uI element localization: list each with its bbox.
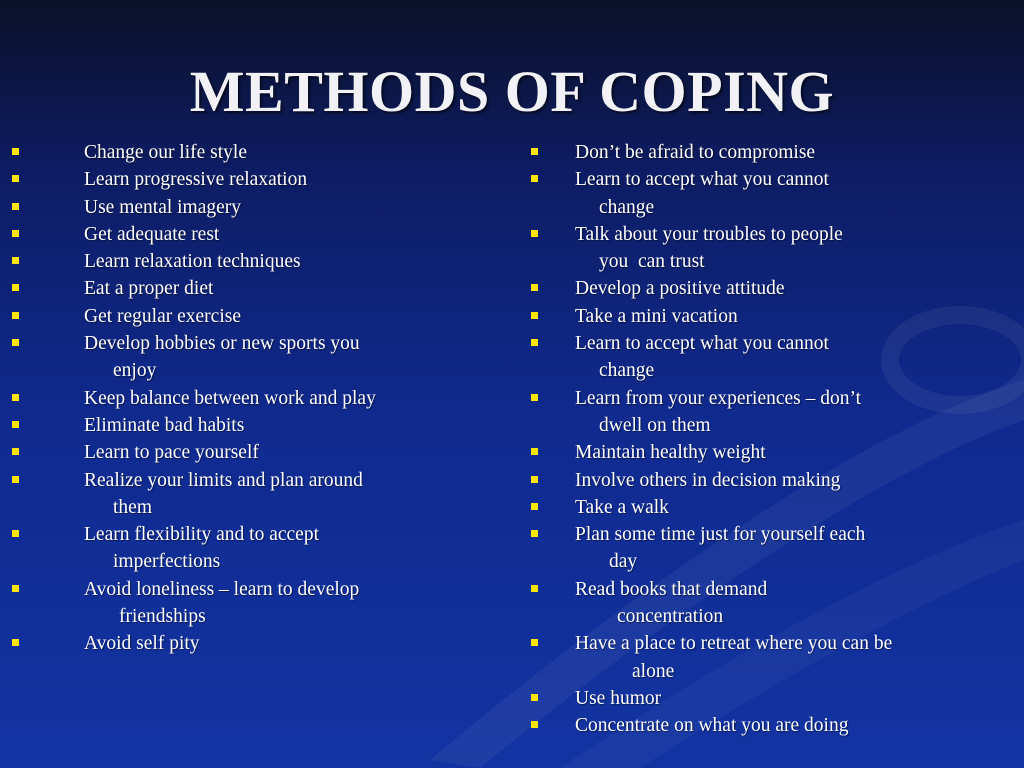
- square-bullet-icon: [531, 175, 538, 182]
- list-item-text: Take a mini vacation: [575, 305, 738, 327]
- list-item: [531, 330, 1011, 385]
- square-bullet-icon: [12, 476, 19, 483]
- list-item: [12, 194, 492, 221]
- square-bullet-icon: [12, 448, 19, 455]
- square-bullet-icon: [12, 339, 19, 346]
- list-item-text: Get adequate rest: [84, 223, 220, 245]
- square-bullet-icon: [531, 339, 538, 346]
- square-bullet-icon: [531, 721, 538, 728]
- square-bullet-icon: [12, 257, 19, 264]
- list-item-text: Keep balance between work and play: [84, 387, 376, 409]
- list-item-text: Have a place to retreat where you can be: [575, 633, 893, 655]
- list-item: [12, 330, 492, 385]
- list-item: [12, 385, 492, 412]
- list-item-text: Develop hobbies or new sports you: [84, 333, 360, 355]
- list-item: [531, 521, 1011, 576]
- list-item: [531, 630, 1011, 685]
- list-item: [531, 439, 1011, 466]
- list-item-continuation: friendships: [119, 606, 206, 628]
- list-item-continuation: imperfections: [113, 551, 221, 573]
- list-item-text: Plan some time just for yourself each: [575, 524, 866, 546]
- square-bullet-icon: [12, 312, 19, 319]
- square-bullet-icon: [12, 421, 19, 428]
- square-bullet-icon: [531, 148, 538, 155]
- square-bullet-icon: [12, 394, 19, 401]
- list-item: [12, 166, 492, 193]
- square-bullet-icon: [531, 230, 538, 237]
- square-bullet-icon: [12, 585, 19, 592]
- list-item-continuation: you can trust: [599, 251, 705, 273]
- slide-title: METHODS OF COPING: [189, 59, 835, 124]
- list-item: [12, 521, 492, 576]
- list-item-text: Don’t be afraid to compromise: [575, 142, 816, 163]
- list-item: [531, 385, 1011, 440]
- square-bullet-icon: [12, 148, 19, 155]
- list-item: [531, 685, 1011, 712]
- list-item-continuation: change: [599, 360, 655, 382]
- list-item-text: Take a walk: [575, 496, 669, 518]
- square-bullet-icon: [12, 284, 19, 291]
- list-item-text: Eat a proper diet: [84, 278, 214, 300]
- list-item-text: Use humor: [575, 687, 662, 709]
- square-bullet-icon: [531, 503, 538, 510]
- square-bullet-icon: [531, 312, 538, 319]
- list-item-text: Avoid self pity: [84, 633, 200, 655]
- list-item: [531, 303, 1011, 330]
- list-item-continuation: enjoy: [113, 360, 157, 382]
- list-item-continuation: alone: [632, 660, 675, 682]
- square-bullet-icon: [12, 639, 19, 646]
- list-item-text: Maintain healthy weight: [575, 442, 766, 464]
- square-bullet-icon: [531, 694, 538, 701]
- list-item: [531, 166, 1011, 221]
- list-item-text: Realize your limits and plan around: [84, 469, 363, 491]
- square-bullet-icon: [12, 230, 19, 237]
- list-item: [12, 467, 492, 522]
- square-bullet-icon: [12, 203, 19, 210]
- list-item: [12, 221, 492, 248]
- list-item: [531, 275, 1011, 302]
- list-item-text: Read books that demand: [575, 578, 768, 600]
- list-item-text: Concentrate on what you are doing: [575, 715, 849, 737]
- list-item: [12, 275, 492, 302]
- square-bullet-icon: [531, 476, 538, 483]
- list-item-text: Learn flexibility and to accept: [84, 524, 319, 546]
- list-item-text: Talk about your troubles to people: [575, 223, 843, 245]
- list-item-text: Learn progressive relaxation: [84, 169, 308, 191]
- list-item: [531, 712, 1011, 739]
- list-item: [12, 303, 492, 330]
- list-item: [531, 139, 1011, 166]
- list-item: [12, 412, 492, 439]
- square-bullet-icon: [531, 448, 538, 455]
- list-item: [12, 248, 492, 275]
- list-item-text: Learn to pace yourself: [84, 442, 259, 464]
- list-item-continuation: dwell on them: [599, 414, 711, 436]
- square-bullet-icon: [531, 284, 538, 291]
- list-item-continuation: concentration: [617, 606, 724, 628]
- list-item-continuation: them: [113, 496, 152, 518]
- square-bullet-icon: [531, 585, 538, 592]
- list-item-text: Learn to accept what you cannot: [575, 169, 829, 191]
- right-bullet-list: [531, 139, 1011, 740]
- square-bullet-icon: [12, 530, 19, 537]
- list-item: [12, 439, 492, 466]
- list-item-text: Avoid loneliness – learn to develop: [84, 578, 360, 600]
- square-bullet-icon: [12, 175, 19, 182]
- list-item: [12, 630, 492, 657]
- list-item: [531, 467, 1011, 494]
- left-bullet-list: [12, 139, 492, 658]
- list-item-text: Develop a positive attitude: [575, 278, 785, 300]
- list-item: [531, 576, 1011, 631]
- list-item-text: Learn from your experiences – don’t: [575, 387, 862, 409]
- list-item-continuation: day: [609, 551, 638, 573]
- list-item-text: Learn to accept what you cannot: [575, 333, 829, 355]
- square-bullet-icon: [531, 639, 538, 646]
- list-item: [531, 221, 1011, 276]
- list-item-text: Change our life style: [84, 142, 247, 163]
- list-item: [531, 494, 1011, 521]
- list-item-text: Involve others in decision making: [575, 469, 841, 491]
- square-bullet-icon: [531, 530, 538, 537]
- list-item-text: Eliminate bad habits: [84, 414, 245, 436]
- list-item: [12, 576, 492, 631]
- list-item: [12, 139, 492, 166]
- square-bullet-icon: [531, 394, 538, 401]
- list-item-text: Get regular exercise: [84, 305, 241, 327]
- list-item-text: Use mental imagery: [84, 196, 242, 218]
- list-item-text: Learn relaxation techniques: [84, 251, 301, 273]
- list-item-continuation: change: [599, 196, 655, 218]
